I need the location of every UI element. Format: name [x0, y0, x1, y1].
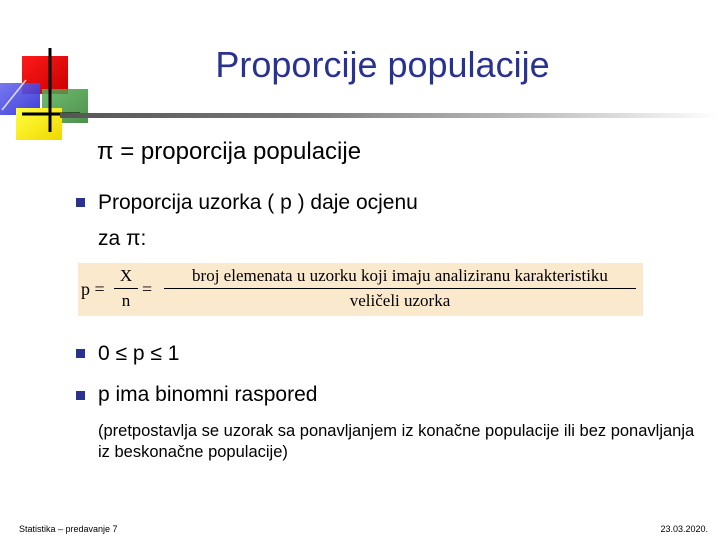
bullet-text-3: p ima binomni raspored [98, 383, 318, 406]
formula-denominator-verbal: veličeli uzorka [349, 291, 451, 310]
square-bullet-icon [76, 198, 85, 207]
fraction-bar [114, 288, 138, 289]
bullet-text-1-line-1: Proporcija uzorka ( p ) daje ocjenu [98, 191, 418, 214]
formula-fraction-verbal [164, 266, 636, 311]
square-bullet-icon [76, 349, 85, 358]
proportion-formula [78, 263, 643, 316]
decorative-logo-icon [0, 40, 110, 140]
footer-date: 23.03.2020. [660, 524, 708, 534]
formula-denominator-n: n [121, 291, 131, 310]
formula-fraction-x-over-n [114, 266, 138, 311]
bullet-text-2: 0 ≤ p ≤ 1 [98, 342, 180, 365]
formula-lhs: p = [81, 279, 105, 299]
formula-numerator-x: X [119, 266, 133, 285]
formula-numerator-verbal: broj elemenata u uzorku koji imaju analiziranu karakteristiku [192, 266, 608, 285]
bullet-text-1-line-2: za π: [98, 227, 147, 250]
footer-course-label: Statistika – predavanje 7 [19, 524, 118, 534]
sampling-note: (pretpostavlja se uzorak sa ponavljanjem iz konačne populacije ili bez ponavljanja iz beskonačne populacije) [98, 422, 695, 461]
slide-title: Proporcije populacije [215, 44, 550, 85]
square-bullet-icon [76, 391, 85, 400]
pi-definition: π = proporcija populacije [97, 138, 362, 165]
title-divider [60, 113, 720, 118]
fraction-bar [164, 288, 636, 289]
formula-equals: = [142, 279, 153, 299]
